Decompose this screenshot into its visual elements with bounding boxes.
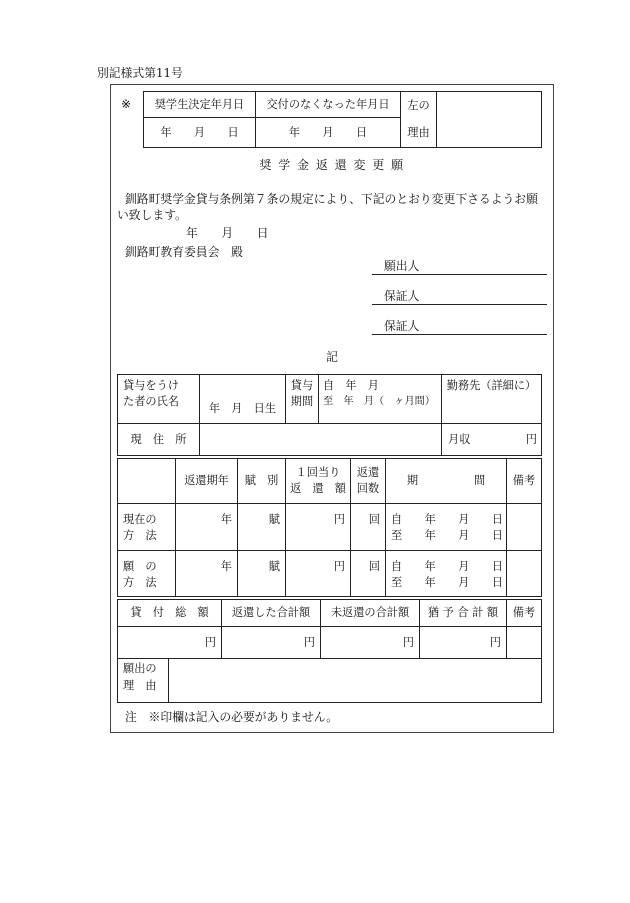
current-years-field: 年 (175, 503, 238, 551)
repaid-total-header: 返還した合計額 (221, 599, 321, 627)
requested-amount-field: 円 (285, 550, 351, 597)
loan-total-header: 貸 付 総 額 (117, 599, 222, 627)
monthly-income-label: 月収 (448, 432, 471, 446)
repayment-period-header: 期 間 (385, 458, 507, 504)
current-type-field: 賦 (237, 503, 286, 551)
totals-remarks-header: 備考 (506, 599, 542, 627)
repayment-count-header-line2: 回数 (356, 482, 380, 495)
end-reason-label-line2: 理由 (407, 126, 430, 140)
monthly-income-field (441, 423, 542, 456)
guarantor-1-signature-line (372, 290, 547, 305)
form-number: 別記様式第11号 (97, 66, 183, 80)
current-period-field (385, 503, 507, 551)
borrower-name-label (117, 374, 200, 424)
loan-period-label-line2: 期間 (290, 395, 314, 408)
deferred-total-field: 円 (419, 626, 507, 659)
footnote: 注 ※印欄は記入の必要がありません。 (125, 710, 339, 724)
amount-per-payment-header (285, 458, 351, 504)
guarantor-2-label: 保証人 (384, 319, 420, 333)
borrower-name-label-line2: た者の氏名 (123, 395, 179, 408)
end-date-header: 交付のなくなった年月日 (255, 91, 401, 118)
office-use-mark: ※ (121, 97, 131, 111)
request-reason-label-line1: 願出の (123, 662, 157, 675)
requested-period-from: 自 年 月 日 (391, 560, 503, 573)
loan-period-label-line1: 貸与 (290, 379, 314, 392)
repayment-years-header: 返還期年 (175, 458, 238, 504)
request-text-line1: 釧路町奨学金貸与条例第７条の規定により、下記のとおり変更下さるようお願 (125, 192, 538, 206)
request-reason-field (168, 658, 542, 703)
end-reason-field (436, 91, 542, 148)
address-label: 現 住 所 (117, 423, 200, 456)
decision-date-field: 年 月 日 (143, 117, 256, 148)
requested-type-field: 賦 (237, 550, 286, 597)
current-period-from: 自 年 月 日 (391, 513, 503, 526)
loan-period-from: 自 年 月 (323, 379, 379, 392)
loan-period-label (285, 374, 319, 424)
unrepaid-total-header: 未返還の合計額 (320, 599, 420, 627)
current-method-label (117, 503, 176, 551)
installment-type-header: 賦 別 (237, 458, 286, 504)
end-reason-label-line1: 左の (407, 98, 430, 112)
request-text-line2: い致します。 (117, 208, 187, 222)
loan-period-to: 至 年 月（ ヶ月間） (323, 396, 436, 407)
requested-method-label-line1: 願 の (123, 560, 157, 573)
request-date: 年 月 日 (186, 226, 269, 240)
requested-remarks-field (506, 550, 542, 597)
decision-date-header: 奨学生決定年月日 (143, 91, 256, 118)
current-period-to: 至 年 月 日 (391, 529, 503, 542)
current-count-field: 回 (350, 503, 386, 551)
repayment-corner-cell (117, 458, 176, 504)
birth-date-field: 年 月 日生 (199, 374, 286, 424)
repayment-count-header (350, 458, 386, 504)
current-amount-field: 円 (285, 503, 351, 551)
end-reason-label (400, 91, 437, 148)
requested-period-to: 至 年 月 日 (391, 576, 503, 589)
end-date-field: 年 月 日 (255, 117, 401, 148)
current-method-label-line1: 現在の (123, 513, 157, 526)
borrower-name-label-line1: 貸与をうけ (123, 379, 179, 392)
guarantor-1-label: 保証人 (384, 289, 420, 303)
requested-method-label-line2: 方 法 (123, 576, 157, 589)
workplace-label: 勤務先（詳細に） (441, 374, 542, 424)
requested-count-field: 回 (350, 550, 386, 597)
request-reason-label (117, 658, 169, 703)
applicant-signature-line (372, 260, 547, 275)
requested-period-field (385, 550, 507, 597)
unrepaid-total-field: 円 (320, 626, 420, 659)
applicant-label: 願出人 (384, 259, 420, 273)
repaid-total-field: 円 (221, 626, 321, 659)
requested-years-field: 年 (175, 550, 238, 597)
current-remarks-field (506, 503, 542, 551)
amount-per-payment-header-line2: 返 還 額 (290, 482, 346, 495)
totals-remarks-field (506, 626, 542, 659)
guarantor-2-signature-line (372, 320, 547, 335)
form-title: 奨 学 金 返 還 変 更 願 (259, 158, 405, 172)
loan-total-field: 円 (117, 626, 222, 659)
current-method-label-line2: 方 法 (123, 529, 157, 542)
requested-method-label (117, 550, 176, 597)
address-field (199, 423, 442, 456)
amount-per-payment-header-line1: １回当り (295, 466, 341, 479)
loan-period-field (318, 374, 442, 424)
monthly-income-unit: 円 (525, 432, 537, 446)
repayment-count-header-line1: 返還 (356, 466, 380, 479)
addressee: 釧路町教育委員会 殿 (125, 245, 243, 259)
request-reason-label-line2: 理 由 (123, 679, 157, 692)
repayment-remarks-header: 備考 (506, 458, 542, 504)
record-heading: 記 (326, 350, 338, 364)
deferred-total-header: 猶 予 合 計 額 (419, 599, 507, 627)
